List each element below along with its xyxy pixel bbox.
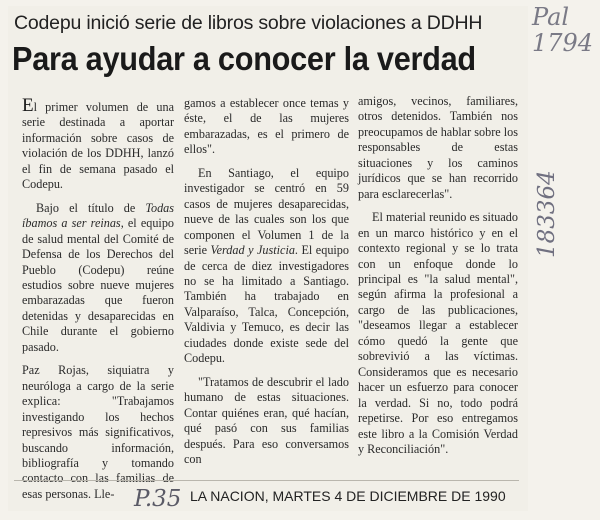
drop-cap: E	[22, 95, 34, 116]
column-1-paragraph-1	[22, 95, 174, 193]
column-1-paragraph-2	[22, 201, 174, 356]
handwritten-archive-note	[532, 4, 593, 56]
paragraph-intro: En Santiago, el equipo investigador se centró en 59 casos de mujeres desaparecidas, nueve de las cuales son los que componen el Volumen 1 de la serie	[184, 165, 349, 258]
handwritten-archive-number: 183364	[534, 170, 560, 258]
column-2-paragraph-1: gamos a establecer once temas y éste, el de las mujeres embarazadas, es el primero de ellos".	[184, 96, 349, 157]
paragraph-body: . El equipo de cerca de diez investigadores no se ha limitado a Santiago. También ha trabajado en Valparaíso, Talca, Concepción, Valdivia y Temuco, es decir las ciudades donde existe sede del Codepu.	[184, 243, 349, 366]
column-1-paragraph-1-text: l primer volumen de una serie destinada a aportar información sobre casos de violación de los DDHH, lanzó el fin de semana pasado el Codepu.	[22, 100, 174, 192]
handwritten-page-reference: P.35	[134, 486, 182, 512]
column-3-paragraph-1: amigos, vecinos, familiares, otros detenidos. También nos preocupamos de hablar sobre los responsables de estas situaciones y los caminos jurídicos que se han recorrido para esclarecerlas".	[358, 94, 518, 201]
article-column-2	[184, 96, 349, 467]
paragraph-2-intro: Bajo el título de	[36, 200, 146, 215]
column-2-paragraph-3: "Tratamos de descubrir el lado humano de estas situaciones. Contar quiénes eran, qué hacían, qué pasó con sus familias después. Para eso conversamos con	[184, 374, 349, 466]
publication-footer: LA NACION, MARTES 4 DE DICIEMBRE DE 1990	[190, 488, 506, 504]
article-overline: Codepu inició serie de libros sobre violaciones a DDHH	[14, 12, 483, 34]
column-2-paragraph-2	[184, 166, 349, 367]
article-column-3	[358, 94, 518, 457]
paragraph-2-body: , el equipo de salud mental del Comité de Defensa de los Derechos del Pueblo (Codepu) reúne estudios sobre nueve mujeres embarazadas que fueron detenidas y desaparecidas en Chile durante el gobierno pasado.	[22, 216, 175, 354]
article-column-1	[22, 95, 175, 502]
article-headline: Para ayudar a conocer la verdad	[12, 40, 476, 77]
column-3-paragraph-2: El material reunido es situado en un marco histórico y en el contexto regional y se lo trata con un enfoque donde lo principal es "la salud mental", según afirma la profesional a cargo de las publicaciones, "deseamos llegar a establecer cómo quedó la gente que sobrevivió a las víctimas. Consideramos que es necesario hacer un esfuerzo para conocer la verdad. Si no, todo podrá repetirse. Por eso entregamos este libro a la Comisión Verdad y Reconciliación".	[358, 210, 518, 456]
footer-rule	[14, 480, 519, 481]
series-title: Verdad y Justicia	[210, 243, 295, 258]
book-title: Todas íbamos a ser reinas	[22, 200, 174, 231]
column-1-paragraph-3: Paz Rojas, siquiatra y neuróloga a cargo de la serie explica: "Trabajamos investigando los hechos represivos más significativos, buscando información, bibliografía y tomando contacto con las familias de esas personas. Lle-	[22, 363, 174, 501]
archive-note-text: Pal 1794	[532, 3, 594, 57]
